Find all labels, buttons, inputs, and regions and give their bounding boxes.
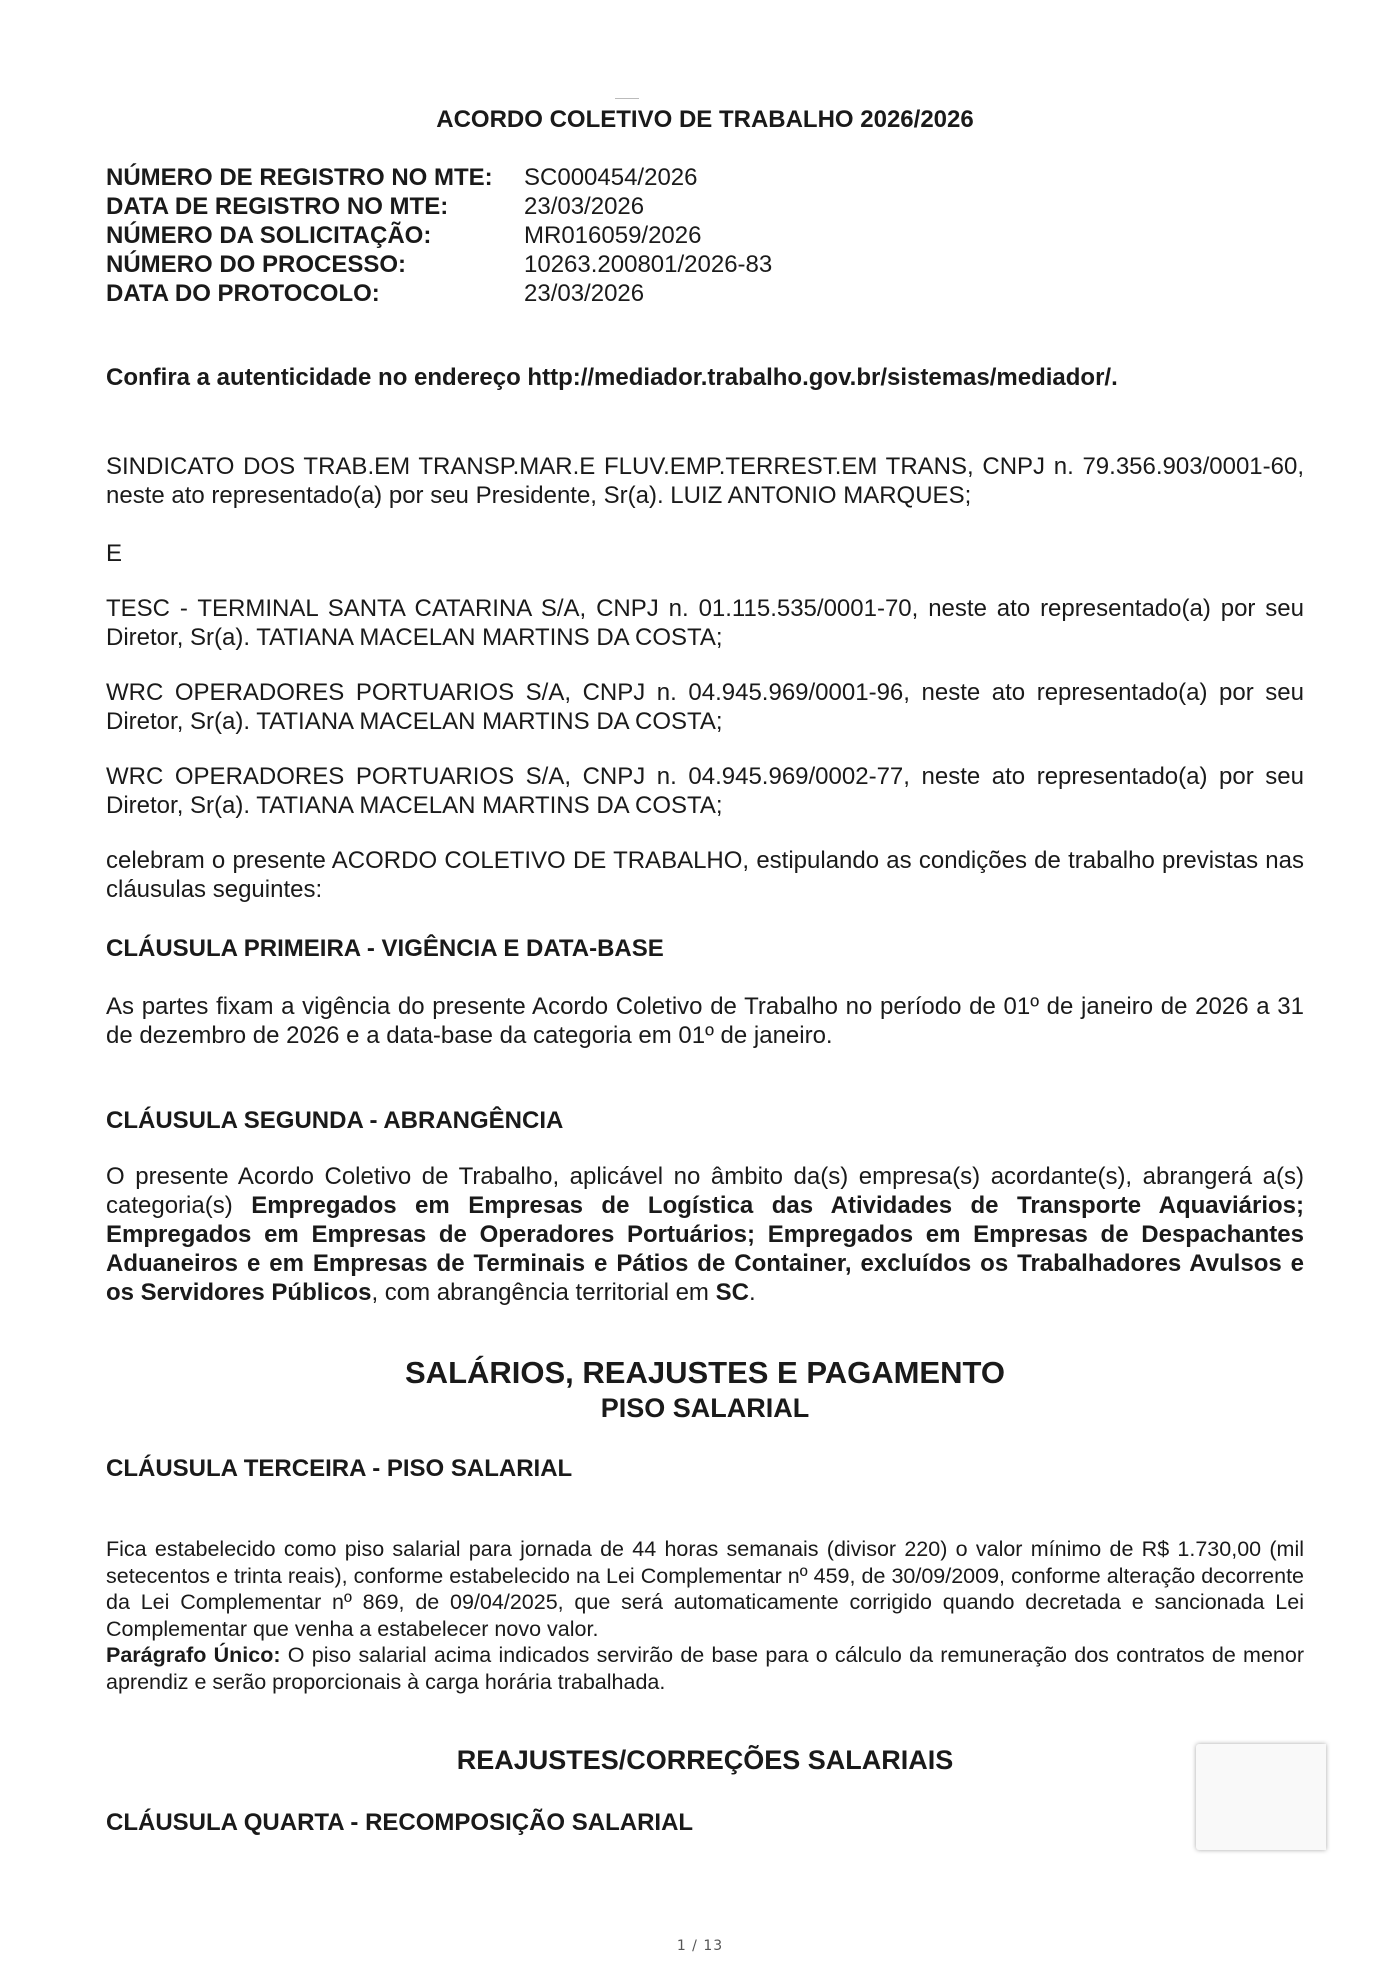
registration-label: NÚMERO DA SOLICITAÇÃO: — [106, 222, 432, 249]
party-conjunction: E — [106, 540, 123, 567]
section-salaries-title: SALÁRIOS, REAJUSTES E PAGAMENTO — [405, 1355, 1005, 1390]
company-party-1: TESC - TERMINAL SANTA CATARINA S/A, CNPJ n. 01.115.535/0001-70, neste ato representado(a) por seu Diretor, Sr(a). TATIANA MACELAN MARTINS DA COSTA; — [106, 595, 1304, 651]
union-party: SINDICATO DOS TRAB.EM TRANSP.MAR.E FLUV.EMP.TERREST.EM TRANS, CNPJ n. 79.356.903/0001-60, neste ato representado(a) por seu Presidente, Sr(a). LUIZ ANTONIO MARQUES; — [106, 453, 1304, 509]
clause-2-territory: SC — [715, 1279, 749, 1306]
clause-4-title: CLÁUSULA QUARTA - RECOMPOSIÇÃO SALARIAL — [106, 1809, 694, 1836]
registration-label: DATA DE REGISTRO NO MTE: — [106, 193, 449, 220]
registration-label: DATA DO PROTOCOLO: — [106, 280, 380, 307]
clause-2-text — [106, 1162, 1304, 1307]
page-number: 1 / 13 — [676, 1938, 724, 1954]
clause-2-text-pre: O presente Acordo Coletivo de Trabalho, aplicável no âmbito da(s) empresa(s) acordante(s), abrangerá a(s) categoria(s) — [106, 1163, 1304, 1219]
section-salaries-subtitle: PISO SALARIAL — [600, 1393, 810, 1423]
clause-3-title: CLÁUSULA TERCEIRA - PISO SALARIAL — [106, 1455, 573, 1482]
registration-value: SC000454/2026 — [524, 164, 698, 191]
clause-1-text: As partes fixam a vigência do presente Acordo Coletivo de Trabalho no período de 01º de janeiro de 2026 a 31 de dezembro de 2026 e a data-base da categoria em 01º de janeiro. — [106, 993, 1304, 1049]
parties-closing: celebram o presente ACORDO COLETIVO DE TRABALHO, estipulando as condições de trabalho previstas nas cláusulas seguintes: — [106, 847, 1304, 903]
registration-row — [106, 221, 772, 250]
registration-row — [106, 192, 772, 221]
clause-2-title: CLÁUSULA SEGUNDA - ABRANGÊNCIA — [106, 1107, 564, 1134]
registration-row — [106, 250, 772, 279]
recaptcha-badge[interactable] — [1196, 1744, 1326, 1850]
registration-value: 23/03/2026 — [524, 193, 645, 220]
top-divider-mark — [615, 98, 639, 99]
registration-label: NÚMERO DE REGISTRO NO MTE: — [106, 164, 493, 191]
document-title: ACORDO COLETIVO DE TRABALHO 2026/2026 — [436, 106, 974, 133]
registration-label: NÚMERO DO PROCESSO: — [106, 251, 407, 278]
company-party-2: WRC OPERADORES PORTUARIOS S/A, CNPJ n. 04.945.969/0001-96, neste ato representado(a) por seu Diretor, Sr(a). TATIANA MACELAN MARTINS DA COSTA; — [106, 679, 1304, 735]
registration-value: 23/03/2026 — [524, 280, 645, 307]
registration-table — [106, 163, 772, 308]
section-adjustments-title: REAJUSTES/CORREÇÕES SALARIAIS — [456, 1745, 954, 1775]
clause-3-text: Fica estabelecido como piso salarial para jornada de 44 horas semanais (divisor 220) o valor mínimo de R$ 1.730,00 (mil setecentos e trinta reais), conforme estabelecido na Lei Complementar nº 459, de 30/09/2009, conforme alteração decorrente da Lei Complementar nº 869, de 09/04/2025, que será automaticamente corrigido quando decretada e sancionada Lei Complementar que venha a estabelecer novo valor. — [106, 1537, 1304, 1641]
company-party-3: WRC OPERADORES PORTUARIOS S/A, CNPJ n. 04.945.969/0002-77, neste ato representado(a) por seu Diretor, Sr(a). TATIANA MACELAN MARTINS DA COSTA; — [106, 763, 1304, 819]
registration-row — [106, 279, 772, 308]
registration-row — [106, 163, 772, 192]
clause-2-categories: Empregados em Empresas de Logística das Atividades de Transporte Aquaviários; Empregados em Empresas de Operadores Portuários; Empregados em Empresas de Despachantes Aduaneiros e em Empresas de Terminais e Pátios de Container, excluídos os Trabalhadores Avulsos e os Servidores Públicos — [106, 1192, 1304, 1306]
clause-2-text-mid: , com abrangência territorial em — [371, 1279, 716, 1306]
registration-value: MR016059/2026 — [524, 222, 702, 249]
clause-2-text-end: . — [748, 1279, 756, 1306]
clause-1-title: CLÁUSULA PRIMEIRA - VIGÊNCIA E DATA-BASE — [106, 935, 664, 962]
clause-3-paragraph — [106, 1642, 1304, 1695]
registration-value: 10263.200801/2026-83 — [524, 251, 773, 278]
authenticity-notice: Confira a autenticidade no endereço http://mediador.trabalho.gov.br/sistemas/mediador/. — [106, 364, 1118, 391]
clause-3-paragraph-text: O piso salarial acima indicados servirão de base para o cálculo da remuneração dos contratos de menor aprendiz e serão proporcionais à carga horária trabalhada. — [106, 1643, 1305, 1694]
clause-3-paragraph-label: Parágrafo Único: — [106, 1643, 281, 1667]
